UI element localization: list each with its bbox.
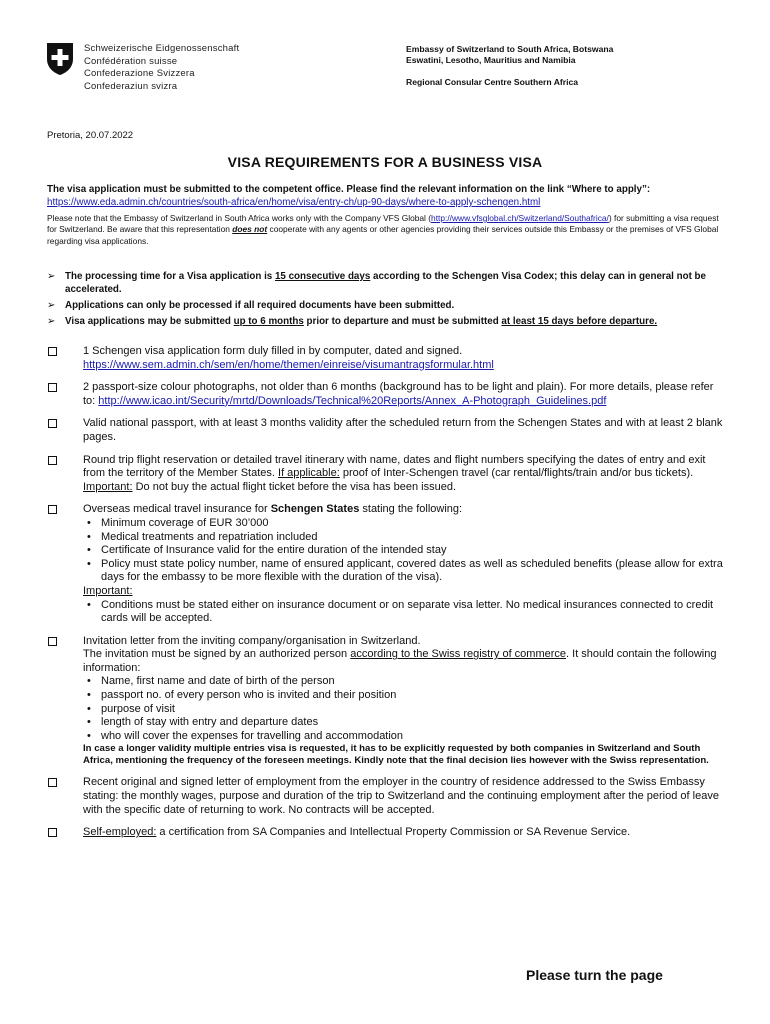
note-text: prior to departure and must be submitted <box>303 316 502 327</box>
list-item: • length of stay with entry and departure dates <box>83 716 727 730</box>
item-bold: Schengen States <box>270 503 360 516</box>
note-underline: at least 15 days before departure. <box>501 316 658 327</box>
item-text: Do not buy the actual flight ticket before the visa has been issued. <box>132 480 457 493</box>
checklist-item-employment <box>47 776 727 817</box>
list-item: • passport no. of every person who is invited and their position <box>83 689 727 703</box>
arrow-icon: ➢ <box>47 271 56 282</box>
swiss-coat-of-arms-icon <box>46 42 74 76</box>
vfs-global-link[interactable]: http://www.vfsglobal.ch/Switzerland/Southafrica/ <box>431 213 609 223</box>
confederation-names <box>84 43 239 93</box>
note-text: Applications can only be processed if all required documents have been submitted. <box>65 300 455 311</box>
confederation-name-de: Schweizerische Eidgenossenschaft <box>84 43 240 54</box>
checkbox[interactable] <box>48 637 57 646</box>
item-text: . It should contain the following information: <box>83 648 717 674</box>
arrow-icon: ➢ <box>47 300 56 311</box>
checklist-item-photographs <box>47 381 727 408</box>
note-processing-time <box>47 270 727 296</box>
arrow-icon: ➢ <box>47 316 56 327</box>
list-item: • Name, first name and date of birth of the person <box>83 675 727 689</box>
vfs-note-emphasis: does not <box>232 224 268 235</box>
checklist-item-application-form <box>47 345 727 372</box>
checklist-item-flight <box>47 454 727 495</box>
item-underline: according to the Swiss registry of commerce <box>350 648 567 661</box>
note-underline: up to 6 months <box>233 316 304 327</box>
note-text: according to the Schengen Visa Codex; this delay can in general not be accelerated. <box>65 271 706 295</box>
checkbox[interactable] <box>48 828 57 837</box>
multiple-entries-note: In case a longer validity multiple entries visa is requested, it has to be explicitly requested by both companies in Switzerland and South Africa, mentioning the frequency of the foreseen meetings. Kindly note that the final decision lies however with the Swiss representation. <box>83 743 709 767</box>
item-text: The invitation must be signed by an authorized person <box>83 648 351 661</box>
page-title: VISA REQUIREMENTS FOR A BUSINESS VISA <box>227 154 543 170</box>
list-item: • Certificate of Insurance valid for the entire duration of the intended stay <box>83 544 727 558</box>
item-text: stating the following: <box>359 503 463 516</box>
confederation-name-rm: Confederaziun svizra <box>84 80 178 92</box>
checkbox[interactable] <box>48 778 57 787</box>
turn-page-note: Please turn the page <box>526 967 663 983</box>
embassy-line-1: Embassy of Switzerland to South Africa, Botswana <box>406 44 614 54</box>
note-underline: 15 consecutive days <box>274 271 371 282</box>
item-text: 1 Schengen visa application form duly filled in by computer, dated and signed. <box>83 345 463 357</box>
document-date: Pretoria, 20.07.2022 <box>47 130 134 141</box>
regional-centre: Regional Consular Centre Southern Africa <box>406 77 579 87</box>
confederation-name-it: Confederazione Svizzera <box>84 68 195 79</box>
vfs-note-pre: Please note that the Embassy of Switzerland in South Africa works only with the Company VFS Global ( <box>47 213 432 223</box>
note-submission-window <box>47 315 727 328</box>
checklist-item-insurance <box>47 503 727 625</box>
vfs-note <box>47 213 727 247</box>
note-text: Visa applications may be submitted <box>65 316 234 327</box>
insurance-bullets <box>83 517 727 585</box>
where-to-apply-link[interactable]: https://www.eda.admin.ch/countries/south-africa/en/home/visa/entry-ch/up-90-days/where-to-apply-schengen.html <box>47 197 541 208</box>
note-required-documents <box>47 299 727 312</box>
checkbox[interactable] <box>48 383 57 392</box>
intro-bold-text: The visa application must be submitted to the competent office. Please find the relevant information on the link “Where to apply”: <box>47 184 651 195</box>
checkbox[interactable] <box>48 347 57 356</box>
item-text: a certification from SA Companies and Intellectual Property Commission or SA Revenue Service. <box>156 826 631 839</box>
invitation-bullets <box>83 675 727 743</box>
item-underline: If applicable: <box>278 467 340 480</box>
checkbox[interactable] <box>48 419 57 428</box>
important-label: Important: <box>83 584 133 597</box>
checklist-item-invitation <box>47 635 727 768</box>
embassy-line-2: Eswatini, Lesotho, Mauritius and Namibia <box>406 55 576 65</box>
note-text: The processing time for a Visa application is <box>65 271 275 282</box>
intro-paragraph <box>47 183 727 209</box>
checkbox[interactable] <box>48 505 57 514</box>
item-underline: Self-employed: <box>83 826 157 839</box>
application-form-link[interactable]: https://www.sem.admin.ch/sem/en/home/themen/einreise/visumantragsformular.html <box>83 358 494 371</box>
item-text: Valid national passport, with at least 3 months validity after the scheduled return from the Schengen States and with at least 2 blank pages. <box>83 417 723 443</box>
vfs-note-mid: ) for submitting a visa request for Switzerland. Be aware that this representation <box>47 213 719 235</box>
list-item: • Conditions must be stated either on insurance document or on separate visa letter. No medical insurances connected to credit cards will be accepted. <box>83 599 727 626</box>
item-text: Recent original and signed letter of employment from the employer in the country of residence addressed to the Swiss Embassy stating: the monthly wages, purpose and duration of the trip to Switzerland and the continuing employment after the period of leave with the specific date of returning to work. No contracts will be accepted. <box>83 776 719 816</box>
item-text: Invitation letter from the inviting company/organisation in Switzerland. <box>83 634 421 647</box>
item-text: Round trip flight reservation or detailed travel itinerary with name, dates and flight numbers specifying the dates of entry and exit from the territory of the Member States. <box>83 453 706 480</box>
vfs-note-post: cooperate with any agents or other agencies providing their services outside this Embassy or the premises of VFS Global regarding visa applications. <box>47 224 719 246</box>
item-text: 2 passport-size colour photographs, not older than 6 months (background has to be light and plain). For more details, please refer to: <box>83 381 714 407</box>
checkbox[interactable] <box>48 456 57 465</box>
list-item: • Minimum coverage of EUR 30’000 <box>83 517 727 531</box>
item-text: Overseas medical travel insurance for <box>83 503 271 516</box>
list-item: • Policy must state policy number, name of ensured applicant, covered dates as well as scheduled benefits (please allow for extra days for the embassy to be more flexible with the duration of the visa). <box>83 558 727 585</box>
confederation-name-fr: Confédération suisse <box>84 55 178 67</box>
key-notes <box>47 270 727 331</box>
list-item: • Medical treatments and repatriation included <box>83 531 727 545</box>
checklist-item-passport <box>47 417 727 444</box>
list-item: • purpose of visit <box>83 703 727 717</box>
item-text: proof of Inter-Schengen travel (car rental/flights/train and/or bus tickets). <box>339 467 694 480</box>
checklist-item-self-employed <box>47 826 727 840</box>
insurance-important-bullets <box>83 599 727 626</box>
list-item: • who will cover the expenses for travelling and accommodation <box>83 730 727 744</box>
photo-guidelines-link[interactable]: http://www.icao.int/Security/mrtd/Downloads/Technical%20Reports/Annex_A-Photograph_Guidelines.pdf <box>98 394 607 407</box>
document-checklist <box>47 345 727 849</box>
important-label: Important: <box>83 480 133 493</box>
embassy-address <box>406 44 613 88</box>
